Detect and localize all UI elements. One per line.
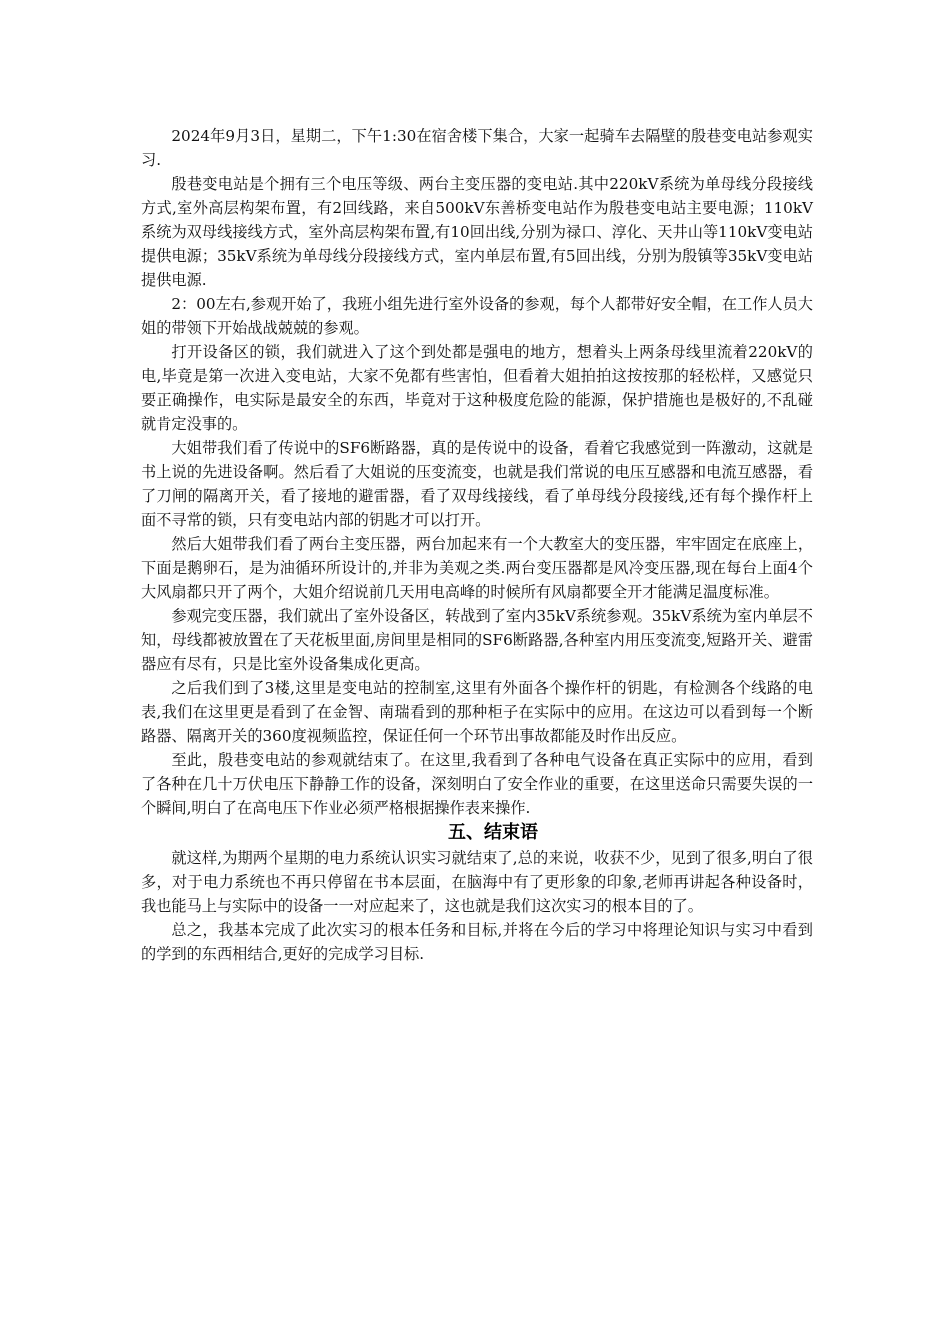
paragraph-visit-date: 2024年9月3日，星期二，下午1:30在宿舍楼下集合，大家一起骑车去隔壁的殷巷变电站参观实习. [141,127,813,169]
paragraph-indoor-35kv: 参观完变压器，我们就出了室外设备区，转战到了室内35kV系统参观。35kV系统为室内单层不知，母线都被放置在了天花板里面,房间里是相同的SF6断路器,各种室内用压变流变,短路开关、避雷器应有尽有，只是比室外设备集成化更高。 [141,607,813,673]
paragraph-visit-start: 2：00左右,参观开始了，我班小组先进行室外设备的参观，每个人都带好安全帽，在工作人员大姐的带领下开始战战兢兢的参观。 [141,295,813,337]
paragraph-visit-summary: 至此，殷巷变电站的参观就结束了。在这里,我看到了各种电气设备在真正实际中的应用，看到了各种在几十万伏电压下静静工作的设备，深刻明白了安全作业的重要，在这里送命只需要失误的一个瞬间,明白了在高电压下作业必须严格根据操作表来操作. [141,751,813,817]
paragraph-sf6-breaker: 大姐带我们看了传说中的SF6断路器，真的是传说中的设备，看着它我感觉到一阵激动，这就是书上说的先进设备啊。然后看了大姐说的压变流变，也就是我们常说的电压互感器和电流互感器，看了刀闸的隔离开关，看了接地的避雷器，看了双母线接线，看了单母线分段接线,还有每个操作杆上面不寻常的锁，只有变电站内部的钥匙才可以打开。 [141,439,813,529]
paragraph-conclusion-1: 就这样,为期两个星期的电力系统认识实习就结束了,总的来说，收获不少，见到了很多,明白了很多，对于电力系统也不再只停留在书本层面，在脑海中有了更形象的印象,老师再讲起各种设备时，我也能马上与实际中的设备一一对应起来了，这也就是我们这次实习的根本目的了。 [141,849,813,915]
document-page [141,124,813,966]
paragraph-substation-overview: 殷巷变电站是个拥有三个电压等级、两台主变压器的变电站.其中220kV系统为单母线分段接线方式,室外高层构架布置，有2回线路，来自500kV东善桥变电站作为殷巷变电站主要电源；110kV系统为双母线接线方式，室外高层构架布置,有10回出线,分别为禄口、淳化、天井山等110kV变电站提供电源；35kV系统为单母线分段接线方式，室内单层布置,有5回出线，分别为殷镇等35kV变电站提供电源. [141,175,813,289]
section-heading-conclusion: 五、结束语 [448,822,538,843]
paragraph-conclusion-2: 总之，我基本完成了此次实习的根本任务和目标,并将在今后的学习中将理论知识与实习中看到的学到的东西相结合,更好的完成学习目标. [141,921,813,963]
paragraph-control-room: 之后我们到了3楼,这里是变电站的控制室,这里有外面各个操作杆的钥匙，有检测各个线路的电表,我们在这里更是看到了在金智、南瑞看到的那种柜子在实际中的应用。在这边可以看到每一个断路器、隔离开关的360度视频监控，保证任何一个环节出事故都能及时作出反应。 [141,679,813,745]
paragraph-main-transformers: 然后大姐带我们看了两台主变压器，两台加起来有一个大教室大的变压器，牢牢固定在底座上，下面是鹅卵石，是为油循环所设计的,并非为美观之类.两台变压器都是风冷变压器,现在每台上面4个大风扇都只开了两个，大姐介绍说前几天用电高峰的时候所有风扇都要全开才能满足温度标准。 [141,535,813,601]
paragraph-equipment-area: 打开设备区的锁，我们就进入了这个到处都是强电的地方，想着头上两条母线里流着220kV的电,毕竟是第一次进入变电站，大家不免都有些害怕，但看着大姐拍拍这按按那的轻松样，又感觉只要正确操作，电实际是最安全的东西，毕竟对于这种极度危险的能源，保护措施也是极好的,不乱碰就肯定没事的。 [141,343,813,433]
